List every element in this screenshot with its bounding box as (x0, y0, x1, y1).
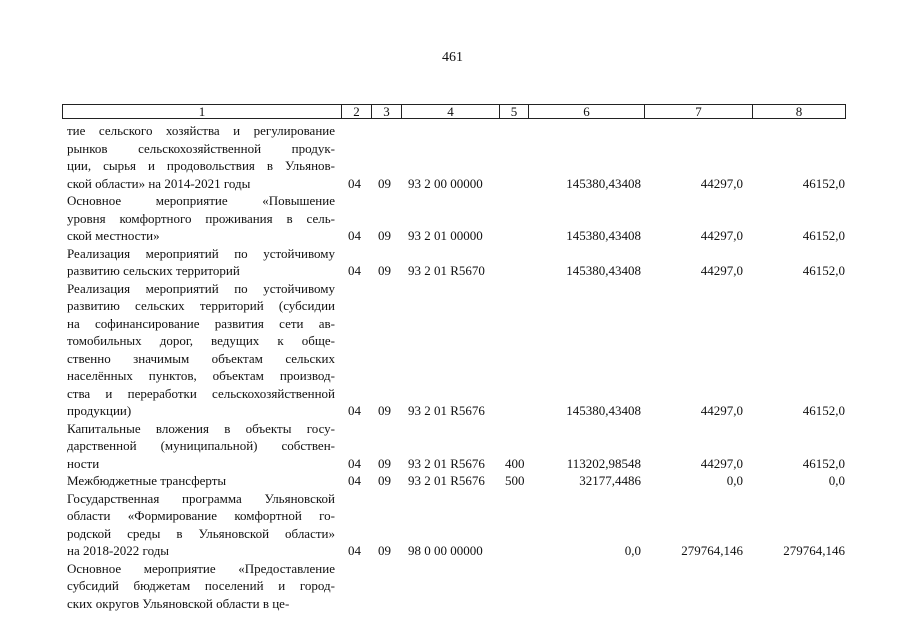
cell-col-2: 04 (348, 175, 361, 191)
row-name-line: ции, сырья и продовольствия в Ульянов- (67, 158, 335, 173)
table-row (0, 280, 905, 420)
row-name (67, 560, 335, 613)
row-name-line: Основное мероприятие «Предоставление (67, 560, 335, 576)
cell-col-7: 44297,0 (700, 263, 743, 278)
header-col-3: 3 (371, 105, 401, 118)
table-row (0, 490, 905, 560)
cell-col-3: 09 (378, 175, 391, 191)
cell-col-6: 145380,43408 (566, 263, 641, 278)
header-col-5: 5 (499, 105, 528, 118)
row-name-line: уровня комфортного проживания в сель- (67, 210, 335, 226)
row-name-line: Капитальные вложения в объекты госу- (67, 420, 335, 436)
row-name (67, 420, 335, 473)
cell-col-3: 09 (378, 473, 391, 488)
row-name-line: Межбюджетные трансферты (67, 473, 227, 488)
cell-col-4: 98 0 00 00000 (408, 543, 483, 558)
table-row (0, 472, 905, 490)
row-name (67, 490, 335, 560)
cell-col-4: 93 2 01 R5676 (408, 455, 485, 471)
cell-col-2: 04 (348, 455, 361, 471)
row-name-line: тие сельского хозяйства и регулирование (67, 123, 335, 138)
row-name-line: ских округов Ульяновской области в це- (67, 595, 290, 611)
cell-col-4: 93 2 00 00000 (408, 175, 483, 191)
row-name (67, 122, 335, 192)
row-name-line: ской местности» (67, 228, 160, 243)
header-col-8: 8 (752, 105, 845, 118)
row-name-line: продукции) (67, 403, 132, 418)
cell-col-4: 93 2 01 00000 (408, 228, 483, 243)
row-name-line: ской области» на 2014-2021 годы (67, 175, 251, 191)
cell-col-3: 09 (378, 263, 391, 278)
cell-col-7: 279764,146 (681, 543, 743, 558)
header-col-1: 1 (198, 104, 206, 119)
cell-col-8: 279764,146 (783, 543, 845, 558)
row-name-line: ственно значимым объектам сельских (67, 350, 335, 366)
header-col-7: 7 (644, 105, 752, 118)
row-name (67, 280, 335, 420)
cell-col-2: 04 (348, 228, 361, 243)
row-name-line: на 2018-2022 годы (67, 543, 170, 558)
row-name-line: области «Формирование комфортной го- (67, 508, 335, 523)
cell-col-7: 44297,0 (700, 228, 743, 243)
cell-col-8: 46152,0 (802, 175, 845, 191)
row-name (67, 472, 335, 490)
cell-col-8: 46152,0 (802, 228, 845, 243)
cell-col-3: 09 (378, 403, 391, 418)
cell-col-6: 113202,98548 (566, 455, 641, 471)
header-col-6: 6 (528, 105, 644, 118)
row-name-line: рынков сельскохозяйственной продук- (67, 140, 335, 156)
table-row (0, 560, 905, 613)
table-body (0, 122, 905, 640)
cell-col-3: 09 (378, 228, 391, 243)
row-name-line: Государственная программа Ульяновской (67, 490, 335, 506)
cell-col-6: 145380,43408 (566, 175, 641, 191)
row-name-line: ности (67, 455, 100, 471)
cell-col-6: 145380,43408 (566, 403, 641, 418)
table-row (0, 192, 905, 245)
row-name-line: на софинансирование развития сети ав- (67, 315, 335, 331)
cell-col-2: 04 (348, 263, 361, 278)
cell-col-8: 46152,0 (802, 403, 845, 418)
row-name-line: Реализация мероприятий по устойчивому (67, 245, 335, 261)
cell-col-2: 04 (348, 403, 361, 418)
row-name-line: родской среды в Ульяновской области» (67, 525, 335, 541)
cell-col-8: 0,0 (828, 473, 845, 488)
cell-col-6: 0,0 (624, 543, 641, 558)
cell-col-6: 32177,4486 (579, 473, 641, 488)
table-header (62, 104, 846, 119)
row-name-line: Реализация мероприятий по устойчивому (67, 280, 335, 296)
header-col-2: 2 (341, 105, 371, 118)
row-name-line: Основное мероприятие «Повышение (67, 193, 335, 208)
row-name-line: субсидий бюджетам поселений и город- (67, 578, 335, 593)
header-col-4: 4 (401, 105, 499, 118)
table-row (0, 122, 905, 192)
cell-col-4: 93 2 01 R5676 (408, 403, 485, 418)
row-name-line: дарственной (муниципальной) собствен- (67, 438, 335, 453)
row-name (67, 245, 335, 280)
row-name-line: томобильных дорог, ведущих к обще- (67, 333, 335, 348)
cell-col-5: 400 (505, 455, 525, 471)
row-name-line: ства и переработки сельскохозяйственной (67, 385, 335, 401)
cell-col-8: 46152,0 (802, 263, 845, 278)
cell-col-2: 04 (348, 543, 361, 558)
cell-col-3: 09 (378, 455, 391, 471)
cell-col-7: 0,0 (726, 473, 743, 488)
page-number: 461 (442, 50, 463, 65)
cell-col-7: 44297,0 (700, 455, 743, 471)
cell-col-5: 500 (505, 473, 525, 488)
row-name-line: развитию сельских территорий (субсидии (67, 298, 335, 313)
row-name-line: развитию сельских территорий (67, 263, 240, 278)
cell-col-6: 145380,43408 (566, 228, 641, 243)
cell-col-4: 93 2 01 R5670 (408, 263, 485, 278)
cell-col-7: 44297,0 (700, 175, 743, 191)
cell-col-4: 93 2 01 R5676 (408, 473, 485, 488)
cell-col-3: 09 (378, 543, 391, 558)
cell-col-8: 46152,0 (802, 455, 845, 471)
table-row (0, 420, 905, 473)
row-name (67, 192, 335, 245)
cell-col-7: 44297,0 (700, 403, 743, 418)
cell-col-2: 04 (348, 473, 361, 488)
row-name-line: населённых пунктов, объектам производ- (67, 368, 335, 383)
table-row (0, 245, 905, 280)
